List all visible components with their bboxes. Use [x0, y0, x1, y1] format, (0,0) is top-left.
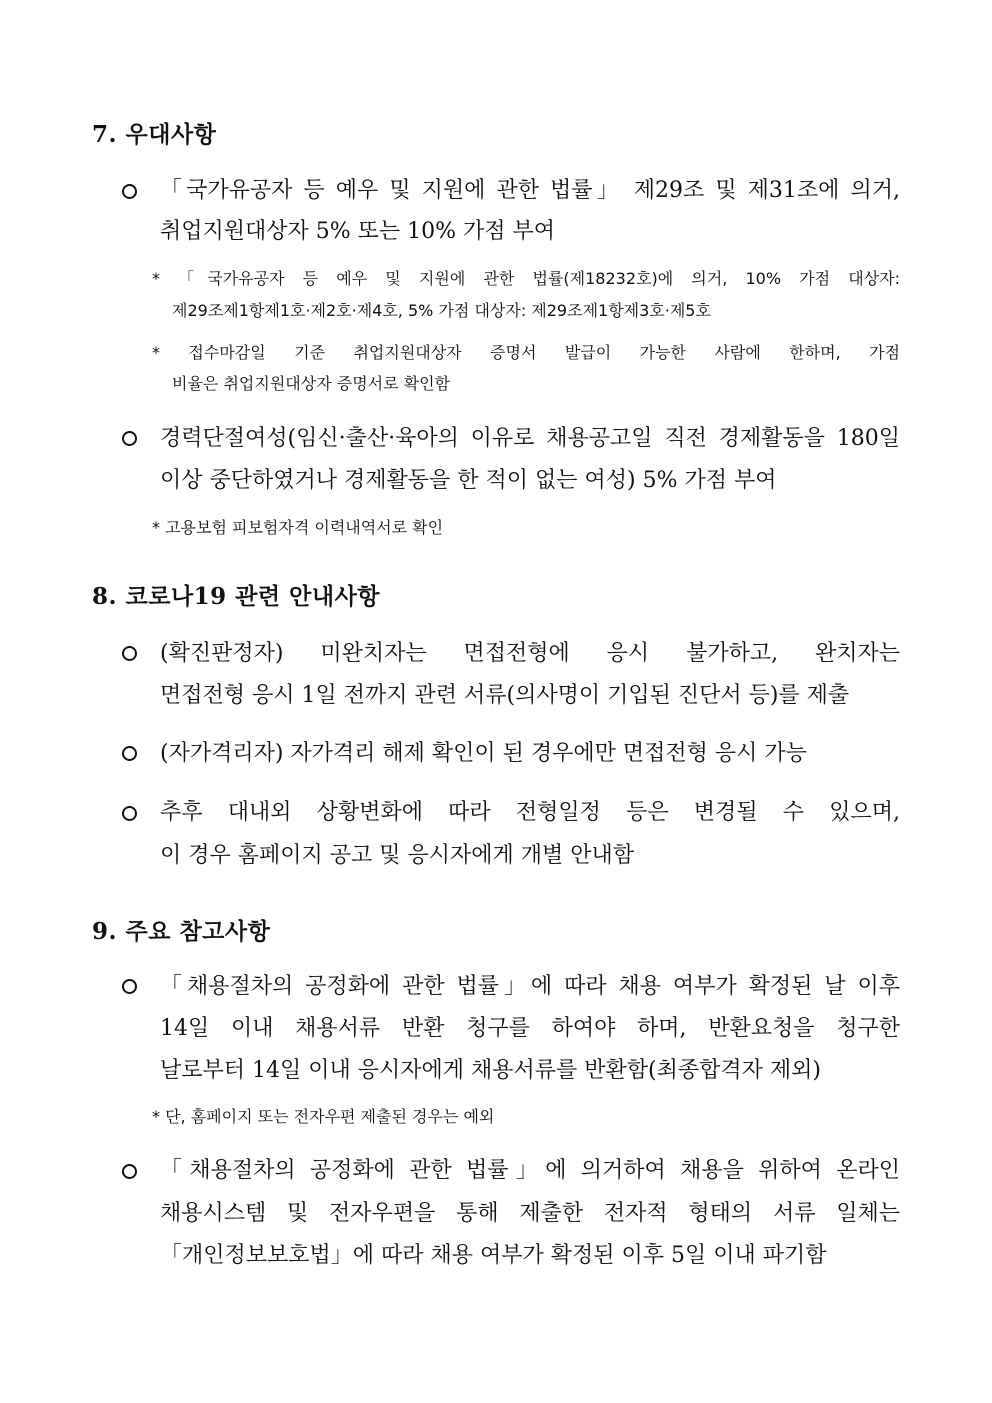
- bullet-circle: [122, 646, 137, 661]
- note-line: * 「국가유공자 등 예우 및 지원에 관한 법률(제18232호)에 의거, 10% 가점 대상자:: [152, 269, 900, 288]
- section-heading-7: 7. 우대사항: [92, 121, 217, 148]
- bullet-circle: [122, 431, 137, 446]
- note-line: * 고용보험 피보험자격 이력내역서로 확인: [152, 518, 444, 537]
- note-line: * 단, 홈페이지 또는 전자우편 제출된 경우는 예외: [152, 1107, 495, 1126]
- item-line: 채용시스템 및 전자우편을 통해 제출한 전자적 형태의 서류 일체는: [160, 1201, 900, 1226]
- item-line: 14일 이내 채용서류 반환 청구를 하여야 하며, 반환요청을 청구한: [160, 1016, 900, 1041]
- bullet-circle: [122, 1164, 137, 1179]
- item-line: 추후 대내외 상황변화에 따라 전형일정 등은 변경될 수 있으며,: [160, 800, 900, 825]
- bullet-circle: [122, 806, 137, 821]
- item-line: 「국가유공자 등 예우 및 지원에 관한 법률」 제29조 및 제31조에 의거,: [160, 178, 900, 203]
- item-line: 「채용절차의 공정화에 관한 법률」에 따라 채용 여부가 확정된 날 이후: [160, 974, 900, 999]
- note-line: * 접수마감일 기준 취업지원대상자 증명서 발급이 가능한 사람에 한하며, 가점: [152, 343, 900, 362]
- note-line: 제29조제1항제1호·제2호·제4호, 5% 가점 대상자: 제29조제1항제3호·제5호: [172, 301, 711, 320]
- section-heading-8: 8. 코로나19 관련 안내사항: [92, 583, 381, 610]
- item-line: 「개인정보보호법」에 따라 채용 여부가 확정된 이후 5일 이내 파기함: [160, 1243, 827, 1268]
- note-line: 비율은 취업지원대상자 증명서로 확인함: [172, 374, 451, 393]
- item-line: 면접전형 응시 1일 전까지 관련 서류(의사명이 기입된 진단서 등)를 제출: [160, 683, 850, 708]
- item-line: (확진판정자) 미완치자는 면접전형에 응시 불가하고, 완치자는: [160, 641, 900, 666]
- item-line: 취업지원대상자 5% 또는 10% 가점 부여: [160, 219, 556, 244]
- item-line: 이 경우 홈페이지 공고 및 응시자에게 개별 안내함: [160, 843, 634, 868]
- item-line: 이상 중단하였거나 경제활동을 한 적이 없는 여성) 5% 가점 부여: [160, 468, 777, 493]
- item-line: 날로부터 14일 이내 응시자에게 채용서류를 반환함(최종합격자 제외): [160, 1058, 821, 1083]
- section-heading-9: 9. 주요 참고사항: [92, 918, 271, 945]
- item-line: (자가격리자) 자가격리 해제 확인이 된 경우에만 면접전형 응시 가능: [160, 741, 807, 766]
- bullet-circle: [122, 184, 137, 199]
- item-line: 경력단절여성(임신·출산·육아의 이유로 채용공고일 직전 경제활동을 180일: [160, 426, 900, 451]
- bullet-circle: [122, 979, 137, 994]
- item-line: 「채용절차의 공정화에 관한 법률」에 의거하여 채용을 위하여 온라인: [160, 1158, 900, 1183]
- bullet-circle: [122, 746, 137, 761]
